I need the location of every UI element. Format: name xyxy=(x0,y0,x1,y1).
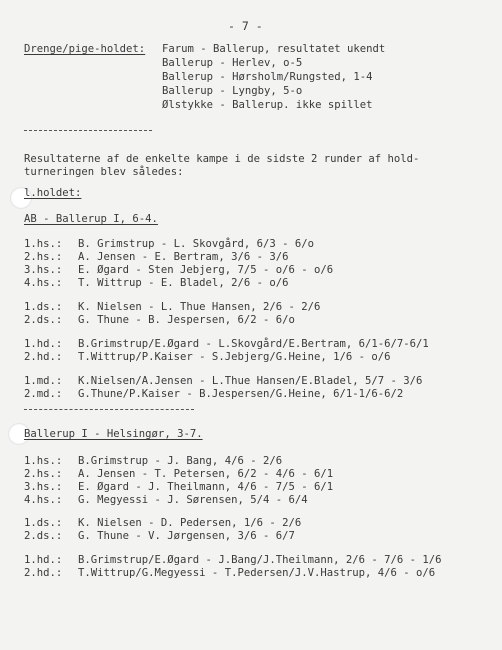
intro-line: Resultaterne af de enkelte kampe i de sidste 2 runder af hold- xyxy=(24,153,420,165)
match-row-code: 1.hs.: xyxy=(24,238,63,250)
drenge-result: Ballerup - Hørsholm/Rungsted, 1-4 xyxy=(162,71,373,83)
match-row-code: 2.hd.: xyxy=(24,567,63,579)
drenge-result: Farum - Ballerup, resultatet ukendt xyxy=(162,43,386,55)
match-row-code: 2.hd.: xyxy=(24,351,63,363)
match-row-code: 2.ds.: xyxy=(24,314,63,326)
match-row-text: T. Wittrup - E. Bladel, 2/6 - o/6 xyxy=(78,277,289,289)
match-row-text: B.Grimstrup/E.Øgard - L.Skovgård/E.Bertram, 6/1-6/7-6/1 xyxy=(78,338,429,350)
drenge-result: Ballerup - Herlev, o-5 xyxy=(162,57,303,69)
match-row-text: K. Nielsen - L. Thue Hansen, 2/6 - 2/6 xyxy=(78,301,321,313)
match-row-code: 1.hs.: xyxy=(24,455,63,467)
match-row-code: 3.hs.: xyxy=(24,481,63,493)
match-row-code: 2.hs.: xyxy=(24,468,63,480)
match-row-code: 1.ds.: xyxy=(24,301,63,313)
match-row-code: 2.md.: xyxy=(24,388,63,400)
intro-line: turneringen blev således: xyxy=(24,166,184,178)
drenge-result: Ballerup - Lyngby, 5-o xyxy=(162,85,303,97)
match-row-text: B.Grimstrup/E.Øgard - J.Bang/J.Theilmann, 2/6 - 7/6 - 1/6 xyxy=(78,554,442,566)
match-row-text: T.Wittrup/P.Kaiser - S.Jebjerg/G.Heine, 1/6 - o/6 xyxy=(78,351,391,363)
match-row-text: G. Thune - B. Jespersen, 6/2 - 6/o xyxy=(78,314,295,326)
match-row-text: B. Grimstrup - L. Skovgård, 6/3 - 6/o xyxy=(78,238,314,250)
match-row-text: B.Grimstrup - J. Bang, 4/6 - 2/6 xyxy=(78,455,283,467)
match-row-text: T.Wittrup/G.Megyessi - T.Pedersen/J.V.Hastrup, 4/6 - o/6 xyxy=(78,567,436,579)
match-row-text: E. Øgard - J. Theilmann, 4/6 - 7/5 - 6/1 xyxy=(78,481,334,493)
match-row-code: 2.ds.: xyxy=(24,530,63,542)
match-title: AB - Ballerup I, 6-4. xyxy=(24,213,158,225)
match-row-text: A. Jensen - T. Petersen, 6/2 - 4/6 - 6/1 xyxy=(78,468,334,480)
match-row-text: G.Thune/P.Kaiser - B.Jespersen/G.Heine, 6/1-1/6-6/2 xyxy=(78,388,404,400)
match-row-code: 1.hd.: xyxy=(24,554,63,566)
page-number: - 7 - xyxy=(228,19,263,33)
drenge-result: Ølstykke - Ballerup. ikke spillet xyxy=(162,99,373,111)
separator-rule xyxy=(24,130,152,131)
match-row-code: 1.hd.: xyxy=(24,338,63,350)
match-row-code: 1.ds.: xyxy=(24,517,63,529)
match-row-code: 2.hs.: xyxy=(24,251,63,263)
match-row-text: G. Megyessi - J. Sørensen, 5/4 - 6/4 xyxy=(78,494,308,506)
first-team-heading: l.holdet: xyxy=(24,187,82,199)
match-row-code: 4.hs.: xyxy=(24,494,63,506)
drenge-heading: Drenge/pige-holdet: xyxy=(24,43,146,55)
match-row-text: A. Jensen - E. Bertram, 3/6 - 3/6 xyxy=(78,251,289,263)
match-row-text: K. Nielsen - D. Pedersen, 1/6 - 2/6 xyxy=(78,517,302,529)
match-row-code: 4.hs.: xyxy=(24,277,63,289)
match-row-text: K.Nielsen/A.Jensen - L.Thue Hansen/E.Bladel, 5/7 - 3/6 xyxy=(78,375,423,387)
separator-rule xyxy=(24,409,194,410)
match-row-code: 3.hs.: xyxy=(24,264,63,276)
match-row-code: 1.md.: xyxy=(24,375,63,387)
match-row-text: E. Øgard - Sten Jebjerg, 7/5 - o/6 - o/6 xyxy=(78,264,334,276)
match-title: Ballerup I - Helsingør, 3-7. xyxy=(24,428,203,440)
match-row-text: G. Thune - V. Jørgensen, 3/6 - 6/7 xyxy=(78,530,295,542)
